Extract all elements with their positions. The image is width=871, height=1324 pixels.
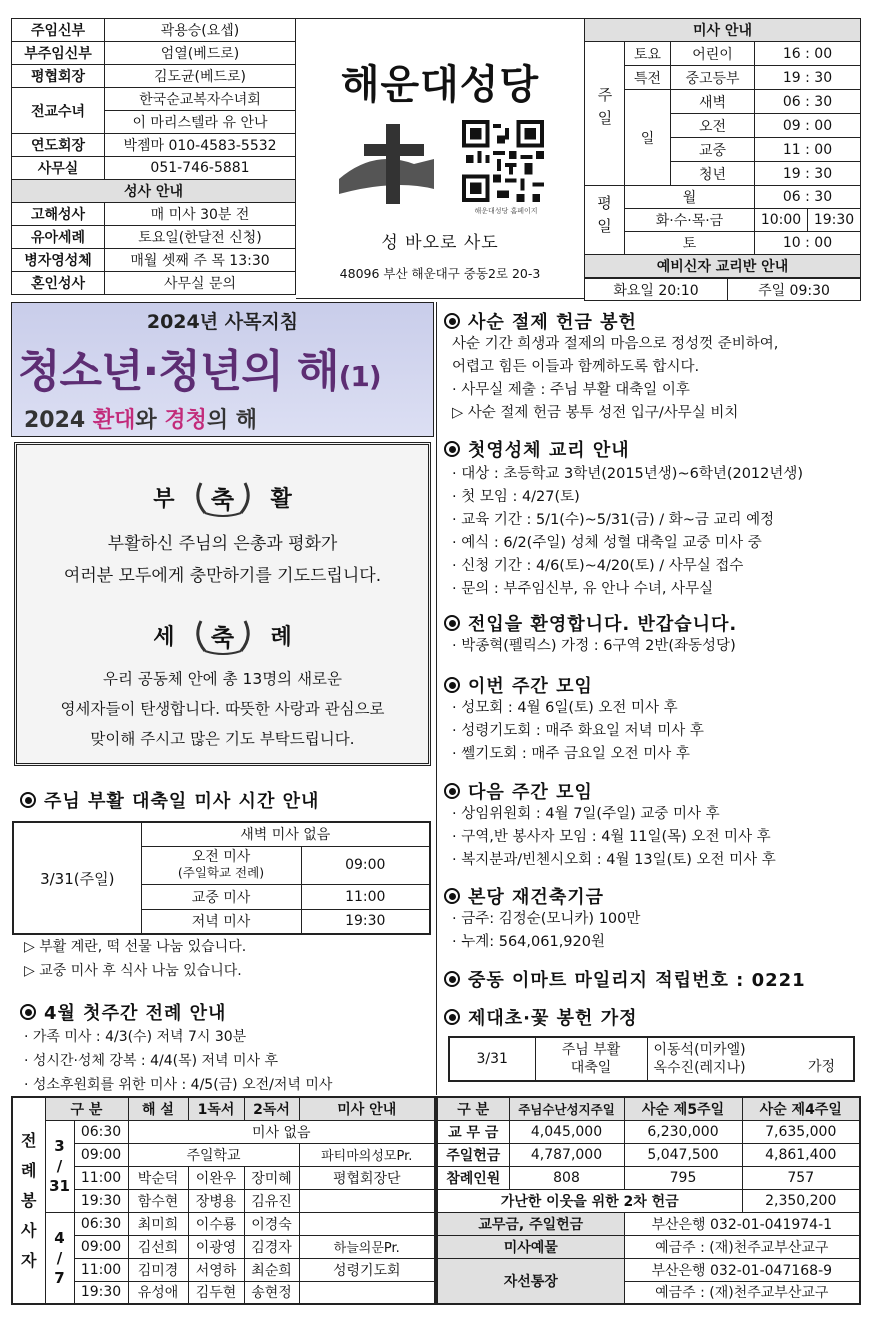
value-cell: 4,861,400 <box>742 1143 860 1166</box>
time-cell: 06:30 <box>74 1120 128 1143</box>
list-item: · 복지분과/빈첸시오회 : 4월 13일(토) 오전 미사 후 <box>452 852 776 868</box>
mass-time: 06 : 30 <box>755 90 861 114</box>
bap-mid: 축 <box>210 623 235 652</box>
mass-time: 19 : 30 <box>755 66 861 90</box>
mass-name: 중고등부 <box>671 66 755 90</box>
easter-right: 활 <box>270 486 292 512</box>
person-cell: 서영하 <box>188 1258 244 1281</box>
banner-sub <box>24 403 257 434</box>
header-cell: 미사 안내 <box>299 1097 435 1120</box>
date-char: / <box>56 1248 63 1267</box>
person-cell: 김유진 <box>244 1189 299 1212</box>
mass-time: 11 : 00 <box>755 138 861 162</box>
header-cell: 사순 제5주일 <box>624 1097 742 1120</box>
easter-mid: 축 <box>210 485 235 514</box>
easter-left: 부 <box>153 486 175 512</box>
person-cell: 이완우 <box>188 1166 244 1189</box>
date-char: 3 <box>54 1137 65 1155</box>
mass-time: 19 : 30 <box>755 162 861 186</box>
bullet-icon <box>444 441 460 457</box>
person-cell: 최미희 <box>128 1212 188 1235</box>
person-cell: 장병용 <box>188 1189 244 1212</box>
time-cell: 11:00 <box>74 1258 128 1281</box>
liturgy-table <box>11 1096 436 1305</box>
bullet-icon <box>444 971 460 987</box>
catechumen-time: 주일 09:30 <box>728 279 861 301</box>
address: 48096 부산 해운대구 중동2로 20-3 <box>339 266 541 281</box>
label: 혼인성사 <box>12 272 105 295</box>
date-char: 7 <box>54 1268 65 1287</box>
banner-sub-prefix: 2024 <box>24 408 93 433</box>
note-cell: 성령기도회 <box>299 1258 435 1281</box>
sacraments-title: 성사 안내 <box>12 180 296 203</box>
mass-name: 교중 <box>671 138 755 162</box>
header-cell: 구 분 <box>45 1097 128 1120</box>
side-char: 사 <box>21 1220 37 1240</box>
greeting-box <box>14 442 431 766</box>
person-cell: 송현정 <box>244 1281 299 1304</box>
baptism-line: 맞이해 주시고 많은 기도 부탁드립니다. <box>90 730 355 748</box>
mass-name: 어린이 <box>671 42 755 66</box>
side-char: 봉 <box>21 1190 37 1210</box>
pastoral-banner <box>11 302 434 437</box>
easter-note: ▷ 교중 미사 후 식사 나눔 있습니다. <box>24 963 242 979</box>
time-cell: 19:30 <box>74 1189 128 1212</box>
note-cell: 평협회장단 <box>299 1166 435 1189</box>
section-title: 중동 이마트 마일리지 적립번호 : 0221 <box>468 970 806 991</box>
span-cell: 주일학교 <box>128 1143 299 1166</box>
mass-time: 09 : 00 <box>755 114 861 138</box>
mass-name-main: 오전 미사 <box>191 849 251 865</box>
list-item: · 구역,반 봉사자 모임 : 4월 11일(목) 오전 미사 후 <box>452 829 771 845</box>
value-cell: 6,230,000 <box>624 1120 742 1143</box>
bullet-icon <box>444 783 460 799</box>
church-name: 해운대성당 <box>340 62 540 108</box>
banner-sub-a: 환대 <box>92 408 136 433</box>
account-label: 자선통장 <box>437 1258 624 1304</box>
note-cell <box>299 1212 435 1235</box>
catechumen-title: 예비신자 교리반 안내 <box>585 255 861 278</box>
list-item: · 첫 모임 : 4/27(토) <box>452 489 580 505</box>
no-dawn: 새벽 미사 없음 <box>141 822 430 846</box>
note-cell: 하늘의문Pr. <box>299 1235 435 1258</box>
flowers-table <box>448 1036 855 1082</box>
mass-name: 교중 미사 <box>141 884 301 909</box>
row-label: 교 무 금 <box>437 1120 509 1143</box>
row-label: 주일헌금 <box>437 1143 509 1166</box>
list-item: · 성시간·성체 강복 : 4/4(목) 저녁 미사 후 <box>24 1053 279 1069</box>
baptism-line: 영세자들이 탄생합니다. 따뜻한 사랑과 관심으로 <box>60 700 385 718</box>
laurel-icon <box>191 475 255 519</box>
qr-caption: 해운대성당 홈페이지 <box>474 207 538 215</box>
label: 유아세례 <box>12 226 105 249</box>
date-cell <box>45 1212 74 1304</box>
section-title: 사순 절제 헌금 봉헌 <box>468 312 637 333</box>
value: 매 미사 30분 전 <box>105 203 296 226</box>
banner-sub-d: 의 해 <box>206 408 258 433</box>
section-title: 다음 주간 모임 <box>468 782 593 803</box>
section-title: 첫영성체 교리 안내 <box>468 440 630 461</box>
value: 매월 셋째 주 목 13:30 <box>105 249 296 272</box>
lent-line: 어렵고 힘든 이들과 함께하도록 합시다. <box>452 359 700 375</box>
header-cell: 해 설 <box>128 1097 188 1120</box>
time-cell: 19:30 <box>74 1281 128 1304</box>
header-cell: 2독서 <box>244 1097 299 1120</box>
person-cell: 이경숙 <box>244 1212 299 1235</box>
mass-time: 19:30 <box>808 209 861 232</box>
list-item: · 대상 : 초등학교 3학년(2015년생)~6학년(2012년생) <box>452 466 804 482</box>
family-suffix: 가정 <box>807 1059 835 1075</box>
span-cell: 미사 없음 <box>128 1120 435 1143</box>
section-title: 이번 주간 모임 <box>468 676 593 697</box>
feast-line: 대축일 <box>570 1060 612 1076</box>
value-cell: 808 <box>509 1166 624 1189</box>
second-collection-label: 가난한 이웃을 위한 2차 헌금 <box>437 1189 742 1212</box>
account-label: 교무금, 주일헌금 <box>437 1212 624 1235</box>
time-cell: 11:00 <box>74 1166 128 1189</box>
mass-name <box>141 846 301 884</box>
mass-name: 오전 <box>671 114 755 138</box>
column-divider <box>436 302 437 1095</box>
note-cell <box>299 1281 435 1304</box>
easter-note: ▷ 부활 계란, 떡 선물 나눔 있습니다. <box>24 939 247 955</box>
list-item: · 성소후원회를 위한 미사 : 4/5(금) 오전/저녁 미사 <box>24 1077 333 1093</box>
flowers-date: 3/31 <box>449 1037 535 1081</box>
account-label: 미사예물 <box>437 1235 624 1258</box>
person-cell: 김미경 <box>128 1258 188 1281</box>
header-cell: 사순 제4주일 <box>742 1097 860 1120</box>
person-cell: 김경자 <box>244 1235 299 1258</box>
family-name: 이동석(미카엘) <box>653 1042 746 1058</box>
person-cell: 장미혜 <box>244 1166 299 1189</box>
catechumen-time: 화요일 20:10 <box>585 279 728 301</box>
value-cell: 7,635,000 <box>742 1120 860 1143</box>
list-item: · 상임위원회 : 4월 7일(주일) 교중 미사 후 <box>452 806 720 822</box>
value: 한국순교복자수녀회 <box>105 88 296 111</box>
bullet-icon <box>444 888 460 904</box>
banner-sub-c: 경청 <box>164 408 207 433</box>
list-item: · 문의 : 부주임신부, 유 안나 수녀, 사무실 <box>452 581 714 597</box>
person-cell: 박순덕 <box>128 1166 188 1189</box>
value: 김도균(베드로) <box>105 65 296 88</box>
welcome-title <box>444 610 737 636</box>
person-cell: 유성애 <box>128 1281 188 1304</box>
bullet-icon <box>20 792 36 808</box>
section-title: 4월 첫주간 전례 안내 <box>44 1003 227 1024</box>
person-cell: 김선희 <box>128 1235 188 1258</box>
sat-label: 토요 <box>625 42 671 66</box>
flowers-family <box>647 1037 854 1081</box>
staff-table <box>11 18 296 295</box>
header-cell: 주님수난성지주일 <box>509 1097 624 1120</box>
mass-name: 월 <box>625 186 755 209</box>
sunday-label: 주일 <box>585 42 625 186</box>
weekday-label: 평일 <box>585 186 625 255</box>
communion-title <box>444 436 630 462</box>
value: 엄열(베드로) <box>105 42 296 65</box>
value-cell: 5,047,500 <box>624 1143 742 1166</box>
banner-sub-b: 와 <box>135 408 165 433</box>
value: 이 마리스텔라 유 안나 <box>105 111 296 134</box>
list-item: · 신청 기간 : 4/6(토)~4/20(토) / 사무실 접수 <box>452 558 744 574</box>
list-item: · 쎌기도회 : 매주 금요일 오전 미사 후 <box>452 746 690 762</box>
header-cell: 1독서 <box>188 1097 244 1120</box>
list-item: · 누계: 564,061,920원 <box>452 934 605 950</box>
lent-line: · 사무실 제출 : 주님 부활 대축일 이후 <box>452 382 690 398</box>
this-week-title <box>444 672 593 698</box>
account-line: 예금주 : (재)천주교부산교구 <box>624 1235 860 1258</box>
header-cell: 구 분 <box>437 1097 509 1120</box>
person-cell: 이광영 <box>188 1235 244 1258</box>
list-item: · 성령기도회 : 매주 화요일 저녁 미사 후 <box>452 723 704 739</box>
qr-code-icon <box>462 120 544 202</box>
list-item: · 금주: 김정순(모니카) 100만 <box>452 911 641 927</box>
person-cell: 최순희 <box>244 1258 299 1281</box>
easter-date: 3/31(주일) <box>13 822 141 934</box>
patron-saint: 성 바오로 사도 <box>381 233 499 253</box>
laurel-icon <box>191 613 255 657</box>
section-title: 본당 재건축기금 <box>468 887 604 908</box>
baptism-heading <box>17 613 428 657</box>
section-title: 전입을 환영합니다. 반갑습니다. <box>468 614 738 635</box>
label: 전교수녀 <box>12 88 105 134</box>
rebuild-title <box>444 883 604 909</box>
banner-top: 2024년 사목지침 <box>146 311 299 333</box>
value: 곽용승(요셉) <box>105 19 296 42</box>
mass-time: 10 : 00 <box>755 232 861 255</box>
note-cell: 파티마의성모Pr. <box>299 1143 435 1166</box>
next-week-title <box>444 778 593 804</box>
special-label: 특전 <box>625 66 671 90</box>
mass-title: 미사 안내 <box>585 19 861 42</box>
time-cell: 06:30 <box>74 1212 128 1235</box>
list-item: · 예식 : 6/2(주일) 성체 성혈 대축일 교중 미사 중 <box>452 535 762 551</box>
row-label: 참례인원 <box>437 1166 509 1189</box>
list-item: · 박종혁(펠릭스) 가정 : 6구역 2반(좌동성당) <box>452 638 736 654</box>
bap-left: 세 <box>153 624 175 650</box>
list-item: · 가족 미사 : 4/3(수) 저녁 7시 30분 <box>24 1029 247 1045</box>
bullet-icon <box>444 1009 460 1025</box>
bullet-icon <box>444 677 460 693</box>
value: 051-746-5881 <box>105 157 296 180</box>
easter-mass-table <box>12 821 431 935</box>
lent-title <box>444 308 637 334</box>
value-cell: 4,787,000 <box>509 1143 624 1166</box>
account-line: 부산은행 032-01-041974-1 <box>624 1212 860 1235</box>
side-char: 례 <box>21 1160 37 1180</box>
list-item: · 교육 기간 : 5/1(수)~5/31(금) / 화~금 교리 예정 <box>452 512 775 528</box>
side-char: 자 <box>21 1250 37 1270</box>
bullet-icon <box>444 313 460 329</box>
mass-name: 청년 <box>671 162 755 186</box>
label: 고해성사 <box>12 203 105 226</box>
lent-line: 사순 기간 희생과 절제의 마음으로 정성껏 준비하여, <box>452 336 779 352</box>
mass-name: 새벽 <box>671 90 755 114</box>
flowers-title <box>444 1004 637 1030</box>
mass-name: 화·수·목·금 <box>625 209 755 232</box>
value: 박젬마 010-4583-5532 <box>105 134 296 157</box>
person-cell: 이수룡 <box>188 1212 244 1235</box>
lent-line: ▷ 사순 절제 헌금 봉투 성전 입구/사무실 비치 <box>452 405 739 421</box>
time-cell: 09:00 <box>74 1143 128 1166</box>
flowers-feast <box>535 1037 647 1081</box>
value-cell: 4,045,000 <box>509 1120 624 1143</box>
mass-table <box>584 18 861 278</box>
bap-right: 례 <box>270 624 292 650</box>
day-label: 일 <box>625 90 671 186</box>
banner-main <box>18 335 381 399</box>
account-line: 예금주 : (재)천주교부산교구 <box>624 1281 860 1304</box>
value: 사무실 문의 <box>105 272 296 295</box>
label: 병자영성체 <box>12 249 105 272</box>
baptism-line: 우리 공동체 안에 총 13명의 새로운 <box>102 670 342 688</box>
label: 주임신부 <box>12 19 105 42</box>
label: 사무실 <box>12 157 105 180</box>
banner-num: (1) <box>338 360 381 393</box>
mass-time: 10:00 <box>755 209 808 232</box>
time-cell: 09:00 <box>74 1235 128 1258</box>
value-cell: 795 <box>624 1166 742 1189</box>
person-cell: 함수현 <box>128 1189 188 1212</box>
section-title: 주님 부활 대축일 미사 시간 안내 <box>44 791 320 812</box>
date-char: 31 <box>49 1177 70 1195</box>
easter-mass-title <box>20 787 319 813</box>
liturgy-side-label <box>12 1097 45 1304</box>
family-name: 옥수진(레지나) <box>653 1060 746 1076</box>
mass-time: 06 : 30 <box>755 186 861 209</box>
account-line: 부산은행 032-01-047168-9 <box>624 1258 860 1281</box>
value-cell: 757 <box>742 1166 860 1189</box>
mass-time: 19:30 <box>301 909 430 934</box>
mass-time: 11:00 <box>301 884 430 909</box>
date-char: / <box>56 1157 63 1175</box>
banner-main-text: 청소년·청년의 해 <box>18 346 339 397</box>
bullet-icon <box>444 615 460 631</box>
person-cell: 김두현 <box>188 1281 244 1304</box>
value: 토요일(한달전 신청) <box>105 226 296 249</box>
bullet-icon <box>20 1004 36 1020</box>
finance-table <box>436 1096 861 1305</box>
note-cell <box>299 1189 435 1212</box>
mass-time: 09:00 <box>301 846 430 884</box>
easter-line: 부활하신 주님의 은총과 평화가 <box>107 534 338 554</box>
section-title: 제대초·꽃 봉헌 가정 <box>468 1008 638 1029</box>
catechumen-table <box>584 278 861 301</box>
side-char: 전 <box>21 1130 37 1150</box>
mass-name-sub: (주일학교 전례) <box>177 865 265 880</box>
list-item: · 성모회 : 4월 6일(토) 오전 미사 후 <box>452 700 678 716</box>
date-char: 4 <box>54 1228 65 1247</box>
date-cell <box>45 1120 74 1212</box>
april-week-title <box>20 999 226 1025</box>
label: 부주임신부 <box>12 42 105 65</box>
easter-heading <box>17 475 428 519</box>
center-header <box>296 18 584 299</box>
mass-time: 16 : 00 <box>755 42 861 66</box>
label: 연도회장 <box>12 134 105 157</box>
mass-name: 토 <box>625 232 755 255</box>
feast-line: 주님 부활 <box>561 1042 621 1058</box>
second-collection-value: 2,350,200 <box>742 1189 860 1212</box>
label: 평협회장 <box>12 65 105 88</box>
mass-name: 저녁 미사 <box>141 909 301 934</box>
church-logo <box>334 119 444 209</box>
easter-line: 여러분 모두에게 충만하기를 기도드립니다. <box>63 566 382 586</box>
emart-title <box>444 966 806 992</box>
